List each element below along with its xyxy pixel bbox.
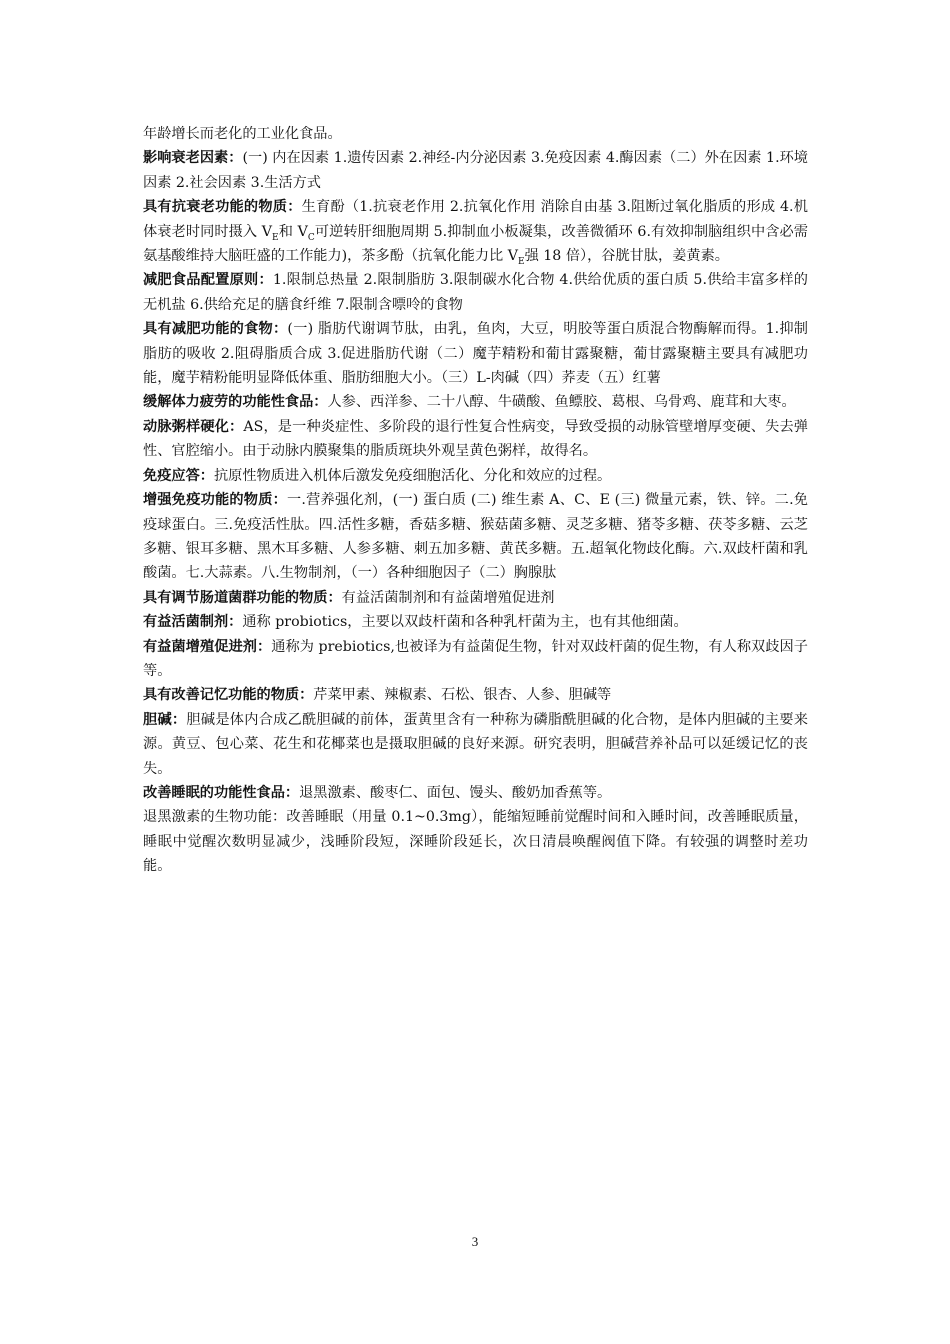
- paragraph-gut-flora: 具有调节肠道菌群功能的物质：有益活菌制剂和有益菌增殖促进剂: [143, 589, 555, 606]
- paragraph-melatonin: 退黑激素的生物功能：改善睡眠（用量 0.1~0.3mg），能缩短睡前觉醒时间和入睡时间，改善睡眠质量，睡眠中觉醒次数明显减少，浅睡阶段短，深睡阶段延长，次日清晨唤醒阀值下降。有较强的调整时差功能。: [143, 809, 808, 875]
- paragraph-atherosclerosis: 动脉粥样硬化：AS，是一种炎症性、多阶段的退行性复合性病变，导致受损的动脉管壁增厚变硬、失去弹性、官腔缩小。由于动脉内膜聚集的脂质斑块外观呈黄色粥样，故得名。: [143, 418, 808, 460]
- term-heading: 具有减肥功能的食物：: [143, 321, 288, 338]
- paragraph-prebiotics: 有益菌增殖促进剂：通称为 prebiotics,也被译为有益菌促生物，针对双歧杆菌的促生物，有人称双歧因子等。: [143, 638, 808, 679]
- document-body: [143, 122, 808, 879]
- paragraph-choline: 胆碱：胆碱是体内合成乙酰胆碱的前体，蛋黄里含有一种称为磷脂酰胆碱的化合物，是体内胆碱的主要来源。黄豆、包心菜、花生和花椰菜也是摄取胆碱的良好来源。研究表明，胆碱营养补品可以延缓记忆的丧失。: [143, 711, 808, 777]
- paragraph-aging-factors: 影响衰老因素：(一) 内在因素 1.遗传因素 2.神经-内分泌因素 3.免疫因素 4.酶因素（二）外在因素 1.环境因素 2.社会因素 3.生活方式: [143, 150, 808, 191]
- paragraph-sleep-foods: 改善睡眠的功能性食品：退黑激素、酸枣仁、面包、馒头、酸奶加香蕉等。: [143, 784, 612, 801]
- term-heading: 增强免疫功能的物质：: [143, 492, 288, 509]
- term-heading: 免疫应答：: [143, 467, 214, 484]
- paragraph-anti-aging: 具有抗衰老功能的物质：生育酚（1.抗衰老作用 2.抗氧化作用 消除自由基 3.阻断过氧化脂质的形成 4.机体衰老时同时摄入 $V_E$和 $V_C$可逆转肝细胞周期 5.抑制血小板凝集，改善微循环 6.有效抑制脑组织中含必需氨基酸维持大脑旺盛的工作能力)，茶多酚（抗氧化能力比 $V_E$强 18 倍），谷胱甘肽，姜黄素。: [143, 199, 808, 267]
- paragraph-weight-loss-foods: 具有减肥功能的食物：(一) 脂肪代谢调节肽，由乳，鱼肉，大豆，明胶等蛋白质混合物酶解而得。1.抑制脂肪的吸收 2.阻碍脂质合成 3.促进脂肪代谢（二）魔芋精粉和葡甘露聚糖，葡甘露聚糖主要具有减肥功能，魔芋精粉能明显降低体重、脂肪细胞大小。（三）L-肉碱（四）荞麦（五）红薯: [143, 321, 808, 387]
- paragraph-immune-response: 免疫应答：抗原性物质进入机体后激发免疫细胞活化、分化和效应的过程。: [143, 467, 612, 484]
- term-heading: 影响衰老因素：: [143, 150, 243, 167]
- term-heading: 有益菌增殖促进剂：: [143, 638, 272, 655]
- paragraph-intro: 年龄增长而老化的工业化食品。: [143, 126, 342, 142]
- paragraph-fatigue-foods: 缓解体力疲劳的功能性食品：人参、西洋参、二十八醇、牛磺酸、鱼鳔胶、葛根、乌骨鸡、鹿茸和大枣。: [143, 394, 796, 411]
- term-heading: 具有调节肠道菌群功能的物质：: [143, 589, 342, 606]
- paragraph-probiotics: 有益活菌制剂：通称 probiotics，主要以双歧杆菌和各种乳杆菌为主，也有其他细菌。: [143, 614, 688, 631]
- term-heading: 改善睡眠的功能性食品：: [143, 784, 300, 801]
- term-heading: 减肥食品配置原则：: [143, 272, 273, 289]
- paragraph-diet-principles: 减肥食品配置原则：1.限制总热量 2.限制脂肪 3.限制碳水化合物 4.供给优质的蛋白质 5.供给丰富多样的无机盐 6.供给充足的膳食纤维 7.限制含嘌呤的食物: [143, 272, 808, 313]
- paragraph-immune-boost: 增强免疫功能的物质：一.营养强化剂，(一) 蛋白质 (二) 维生素 A、C、E (三) 微量元素，铁、锌。二.免疫球蛋白。三.免疫活性肽。四.活性多糖，香菇多糖、猴菇菌多糖、灵芝多糖、猪苓多糖、茯苓多糖、云芝多糖、银耳多糖、黑木耳多糖、人参多糖、刺五加多糖、黄芪多糖。五.超氧化物歧化酶。六.双歧杆菌和乳酸菌。七.大蒜素。八.生物制剂，（一）各种细胞因子（二）胸腺肽: [143, 492, 808, 582]
- term-heading: 缓解体力疲劳的功能性食品：: [143, 394, 328, 411]
- term-heading: 具有改善记忆功能的物质：: [143, 687, 314, 704]
- page-number: 3: [471, 1234, 479, 1249]
- term-heading: 胆碱：: [143, 711, 187, 728]
- term-heading: 有益活菌制剂：: [143, 614, 243, 631]
- term-heading: 具有抗衰老功能的物质：: [143, 199, 302, 216]
- paragraph-memory: 具有改善记忆功能的物质：芹菜甲素、辣椒素、石松、银杏、人参、胆碱等: [143, 687, 612, 704]
- term-heading: 动脉粥样硬化：: [143, 418, 244, 435]
